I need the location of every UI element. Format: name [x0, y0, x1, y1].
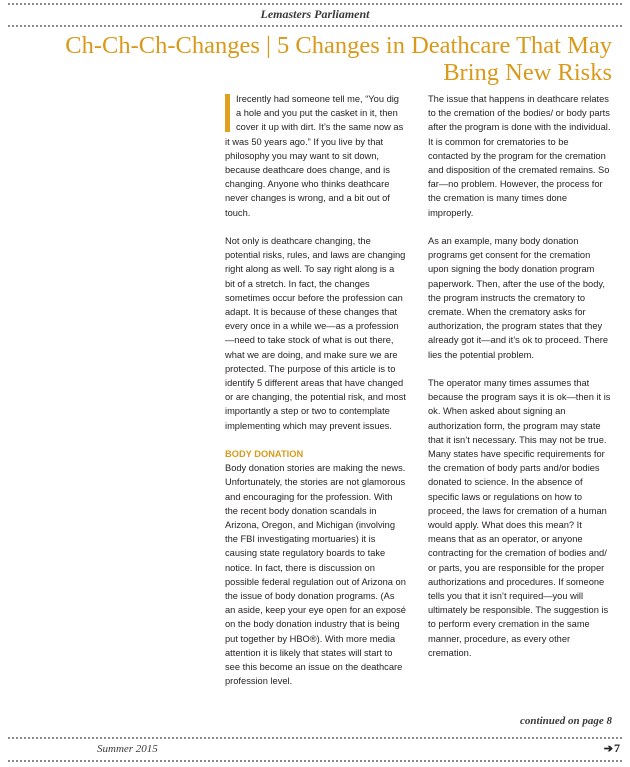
drop-cap-bar	[225, 94, 230, 132]
footer-dotted-rule	[8, 737, 622, 739]
continued-link[interactable]: continued on page 8	[520, 715, 612, 727]
publication-header: Lemasters Parliament	[260, 7, 370, 21]
intro-text: recently had someone tell me, “You dig a hole and you put the casket in it, then cover it up with dirt. It’s the same now as it was 50 years ago.” If you live by that philosophy you may want to sit down, because deathcare does change, and is changing. Anyone who thinks deathcare never changes is wrong, and a bit out of touch.	[225, 94, 404, 218]
left-column	[225, 92, 406, 703]
paragraph-example: As an example, many body donation programs get consent for the cremation upon signing the body donation program paperwork. Then, after the use of the body, the program instructs the crematory to cremate. When the crematory asks for authorization, the program states that they already got it—and it’s ok to proceed. There lies the potential problem.	[428, 236, 609, 360]
paragraph-cremation-issue: The issue that happens in deathcare relates to the cremation of the bodies/ or body parts after the program is done with the individual. It is common for crematories to be contacted by the program for the cremation and disposition of the cremated remains. So far—no problem. However, the process for the cremation is many times done improperly.	[428, 94, 611, 218]
paragraph-body-donation: Body donation stories are making the news. Unfortunately, the stories are not glamorous and encouraging for the profession. With the recent body donation scandals in Arizona, Oregon, and Michigan (involving the FBI investigating mortuaries) it is causing state regulatory boards to take notice. In fact, there is discussion on possible federal regulation out of Arizona on the issue of body donation programs. (As an aside, keep your eye open for an exposé on the body donation industry that is being put together by HBO®). With more media attention it is likely that states will start to see this become an issue on the deathcare profession level.	[225, 463, 406, 687]
header-dotted-rule	[8, 25, 622, 27]
paragraph-operator: The operator many times assumes that because the program says it is ok—then it is ok. When asked about signing an authorization form, the program may state that it isn’t necessary. This may not be true. Many states have specific requirements for the cremation of body parts and/or bodies donated to science. In the absence of specific laws or regulations on how to proceed, the laws for cremation of a human would apply. What does this mean? It means that as an operator, or anyone contracting for the cremation of bodies and/ or parts, you are responsible for the proper authorizations and procedures. If someone tells you that it isn’t required—you will ultimately be responsible. The suggestion is to perform every cremation in the same manner, procedure, as every other cremation.	[428, 378, 611, 658]
bottom-dotted-rule	[8, 760, 622, 762]
issue-label: Summer 2015	[97, 743, 158, 755]
page-number-value: 7	[614, 741, 620, 755]
section-heading-body-donation: BODY DONATION	[225, 449, 304, 460]
intro-paragraph	[225, 92, 406, 220]
page-number	[604, 741, 620, 756]
article-title: Ch-Ch-Ch-Changes | 5 Changes in Deathcare That May Bring New Risks	[65, 32, 612, 86]
arrow-icon: ➔	[603, 743, 613, 755]
intro-initial: I	[236, 94, 239, 104]
top-dotted-rule	[8, 3, 622, 5]
paragraph-changing: Not only is deathcare changing, the potential risks, rules, and laws are changing right along as well. To say right along is a bit of a stretch. In fact, the changes sometimes occur before the profession can adapt. It is because of these changes that every once in a while we—as a profession—need to take stock of what is out there, what we are doing, and make sure we are protected. The purpose of this article is to identify 5 different areas that have changed or are changing, the potential risk, and most importantly a step or two to contemplate implementing which may prevent issues.	[225, 236, 406, 431]
right-column	[428, 92, 611, 674]
